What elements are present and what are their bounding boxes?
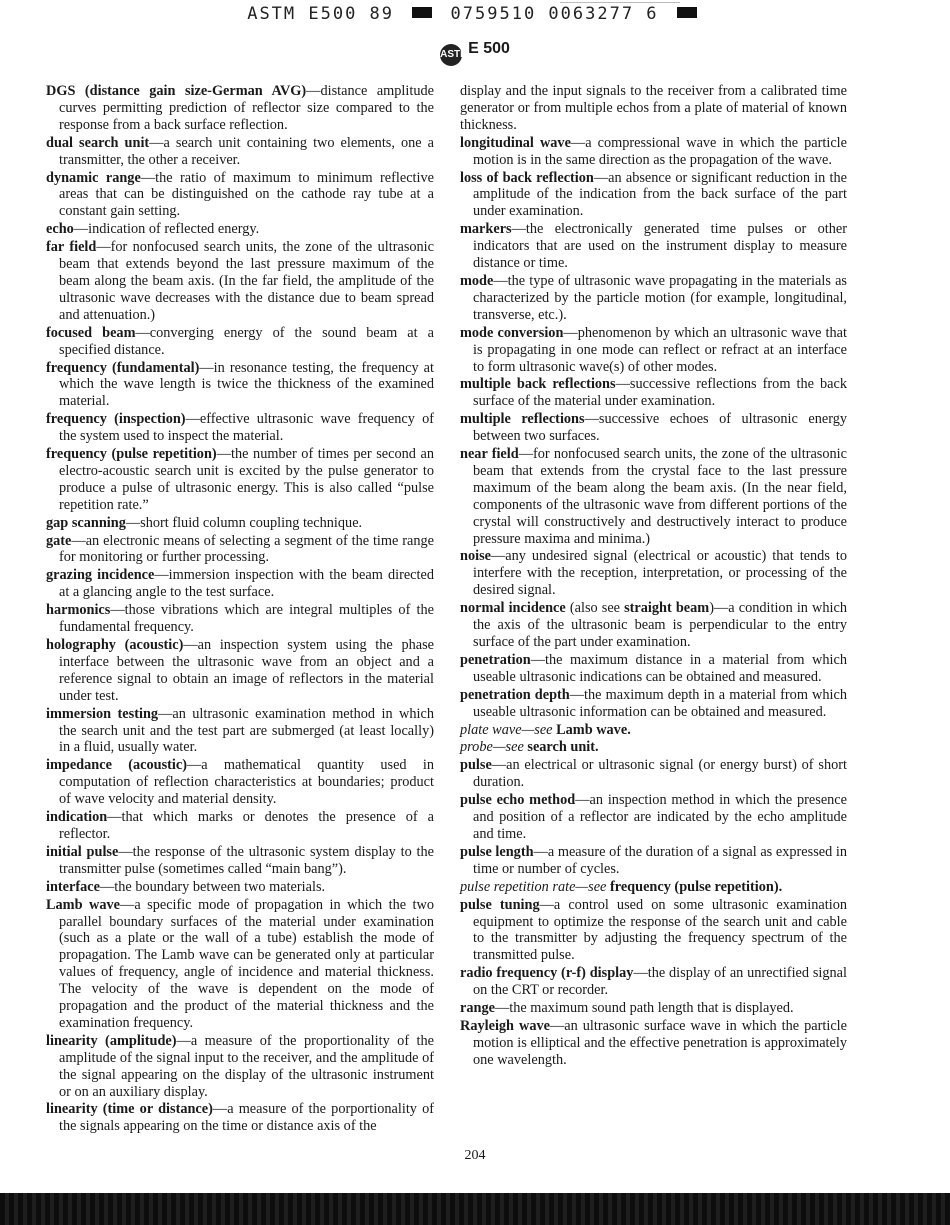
glossary-definition: —a measure of the porportionality of the signals appearing on the time or distance axis of the [59, 1101, 435, 1135]
glossary-term: mode [460, 272, 494, 289]
glossary-entry [460, 600, 847, 651]
glossary-entry [460, 221, 847, 272]
glossary-definition: —converging energy of the sound beam at a specified distance. [59, 324, 435, 358]
see-term: pulse repetition rate [460, 878, 576, 895]
glossary-term: grazing incidence [46, 567, 155, 584]
glossary-definition: —for nonfocused search units, the zone of the ultrasonic beam that extends from the crystal face to the last pressure maximum of the beam along the beam axis. (In the near field, components of the ultrasonic wave from different portions of the crystal will constructively and destructively interact to produce pressure maxima and minima.) [473, 446, 847, 547]
glossary-entry [46, 844, 434, 878]
glossary-definition: —an inspection method in which the presence and position of a reflector are indicated by the echo amplitude and time. [473, 792, 848, 842]
glossary-term: interface [46, 878, 100, 895]
glossary-term: immersion testing [46, 705, 159, 722]
glossary-term: DGS (distance gain size-German AVG) [46, 83, 307, 99]
glossary-definition: —in resonance testing, the frequency at which the wave length is twice the thickness of the examined material. [59, 359, 434, 410]
glossary-entry [460, 548, 847, 599]
glossary-entry [46, 1101, 434, 1135]
glossary-term: linearity (time or distance) [46, 1101, 213, 1118]
glossary-definition: —the display of an unrectified signal on the CRT or recorder. [473, 965, 847, 999]
glossary-definition: —successive reflections from the back surface of the material under examination. [473, 376, 847, 410]
glossary-definition: —distance amplitude curves permitting prediction of reflector size compared to the response from a back surface reflection. [59, 83, 434, 133]
glossary-definition: —an electronic means of selecting a segment of the time range for monitoring or further processing. [59, 532, 434, 566]
glossary-definition: —effective ultrasonic wave frequency of the system used to inspect the material. [59, 411, 435, 445]
glossary-entry [460, 879, 847, 896]
glossary-entry [46, 239, 434, 324]
glossary-definition-pre: (also see [565, 600, 625, 617]
glossary-entry [460, 757, 847, 791]
glossary-definition: —indication of reflected energy. [73, 221, 260, 238]
glossary-term: gap scanning [46, 514, 126, 531]
scan-line [560, 2, 680, 3]
continued-definition: display and the input signals to the receiver from a calibrated time generator or from multiple echos from a plate of material of known thickness. [460, 83, 847, 133]
glossary-term: focused beam [46, 324, 136, 341]
glossary-definition: —a measure of the duration of a signal as expressed in time or number of cycles. [473, 843, 848, 877]
glossary-term: markers [460, 221, 512, 238]
glossary-entry [46, 533, 434, 567]
glossary-definition: —a search unit containing two elements, one a transmitter, the other a receiver. [59, 134, 435, 168]
cross-reference: Lamb wave [556, 721, 628, 738]
black-mark [677, 7, 697, 18]
glossary-term: pulse tuning [460, 896, 540, 913]
glossary-term: far field [46, 239, 97, 256]
glossary-term: echo [46, 221, 74, 238]
glossary-entry [46, 602, 434, 636]
glossary-definition: —the maximum distance in a material from which useable ultrasonic indications can be obtained and measured. [473, 651, 847, 685]
code-part-1: ASTM E500 89 [247, 4, 395, 24]
see-end: . [595, 739, 599, 756]
glossary-entry [460, 897, 847, 965]
glossary-entry [46, 1033, 434, 1101]
glossary-term: initial pulse [46, 843, 119, 860]
glossary-definition: —a compressional wave in which the particle motion is in the same direction as the propagation of the wave. [473, 134, 847, 168]
glossary-definition: —an inspection system using the phase interface between the ultrasonic wave from an object and a reference signal to obtain an image of reflectors in the material under test. [59, 637, 434, 704]
glossary-term: indication [46, 809, 108, 826]
glossary-entry [460, 446, 847, 547]
glossary-term: longitudinal wave [460, 134, 571, 151]
glossary-definition: —for nonfocused search units, the zone of the ultrasonic beam that extends beyond the last pressure maximum of the beam along the beam axis. (In the far field, the amplitude of the ultrasonic wave decreases with the distance due to beam spread and attenuation.) [59, 239, 434, 323]
glossary-term: normal incidence [460, 600, 566, 617]
scan-edge [0, 1193, 950, 1225]
glossary-entry [46, 637, 434, 705]
glossary-term: multiple back reflections [460, 376, 616, 393]
right-column [460, 83, 847, 1070]
glossary-definition: —immersion inspection with the beam directed at a glancing angle to the test surface. [59, 567, 434, 601]
glossary-entry [46, 135, 434, 169]
glossary-term: noise [460, 548, 491, 565]
glossary-definition: —short fluid column coupling technique. [125, 514, 363, 531]
glossary-definition: —the electronically generated time pulses or other indicators that are used on the instrument display to measure distance or time. [473, 221, 847, 272]
see-end: . [627, 721, 631, 738]
glossary-entry [460, 273, 847, 324]
glossary-entry [46, 170, 434, 221]
glossary-term: radio frequency (r-f) display [460, 965, 634, 982]
glossary-entry [460, 722, 847, 739]
glossary-definition: —that which marks or denotes the presence of a reflector. [59, 809, 434, 842]
glossary-definition: —any undesired signal (electrical or acoustic) that tends to interfere with the reception, interpretation, or processing of the desired signal. [473, 548, 847, 599]
glossary-definition: —a measure of the proportionality of the amplitude of the signal input to the receiver, and the amplitude of the signal appearing on the display of the ultrasonic instrument or on an auxiliary display. [59, 1032, 434, 1100]
glossary-term: gate [46, 532, 72, 549]
glossary-definition: —those vibrations which are integral multiples of the fundamental frequency. [59, 602, 434, 636]
glossary-term: frequency (inspection) [46, 411, 186, 428]
glossary-term: impedance (acoustic) [46, 757, 187, 774]
glossary-term: dynamic range [46, 169, 141, 186]
glossary-definition: —the maximum depth in a material from which useable ultrasonic information can be obtained and measured. [473, 686, 847, 720]
glossary-definition: —a specific mode of propagation in which the two parallel boundary surfaces of the material under examination (such as a plate or the wall of a tube) establish the mode of propagation. The Lamb wave can be generated only at particular values of frequency, angle of incidence and material thickness. The velocity of the wave is dependent on the mode of propagation and the product of the material thickness and the examination frequency. [59, 896, 434, 1031]
glossary-entry [46, 446, 434, 514]
glossary-entry [460, 844, 847, 878]
glossary-entry [46, 515, 434, 532]
glossary-entry [46, 567, 434, 601]
glossary-entry [460, 792, 847, 843]
glossary-term: frequency (pulse repetition) [46, 446, 217, 463]
glossary-definition: —the number of times per second an electro-acoustic search unit is excited by the pulse generator to produce a pulse of ultrasonic energy. This is also called “pulse repetition rate.” [59, 446, 435, 513]
astm-logo-icon: ASTM [440, 44, 462, 66]
glossary-term: near field [460, 446, 519, 463]
glossary-definition: —the response of the ultrasonic system display to the transmitter pulse (sometimes called “main bang”). [59, 843, 434, 877]
black-mark [412, 7, 432, 18]
see-word: —see [521, 721, 557, 738]
glossary-entry [460, 135, 847, 169]
glossary-entry [46, 809, 434, 843]
glossary-term: frequency (fundamental) [46, 359, 200, 376]
glossary-entry [460, 1018, 847, 1069]
designation: E 500 [468, 40, 510, 57]
glossary-definition: —a control used on some ultrasonic examination equipment to optimize the response of the search unit and cable to the transmitter by adjusting the frequency spectrum of the transmitted pulse. [473, 896, 848, 964]
cross-reference: search unit [527, 739, 596, 756]
glossary-term: penetration [460, 651, 531, 668]
see-word: —see [492, 739, 528, 756]
glossary-entry [46, 757, 434, 808]
glossary-definition: —the ratio of maximum to minimum reflective areas that can be distinguished on the cathode ray tube at a constant gain setting. [59, 169, 434, 220]
glossary-term: Lamb wave [46, 896, 121, 913]
glossary-entry [46, 221, 434, 238]
glossary-term: mode conversion [460, 324, 564, 341]
glossary-entry [460, 652, 847, 686]
glossary-definition: —a mathematical quantity used in computation of reflection characteristics at boundaries; product of wave velocity and material density. [59, 757, 434, 808]
glossary-entry [46, 325, 434, 359]
glossary-definition: )—a condition in which the axis of the ultrasonic beam is perpendicular to the entry surface of the part under examination. [473, 600, 847, 650]
glossary-entry [460, 170, 847, 221]
document-code [0, 4, 950, 24]
glossary-term: Rayleigh wave [460, 1017, 550, 1034]
glossary-entry [46, 360, 434, 411]
glossary-entry [460, 325, 847, 376]
glossary-definition: —successive echoes of ultrasonic energy between two surfaces. [473, 411, 847, 445]
glossary-definition: —an ultrasonic examination method in which the search unit and the test part are submerged (at least locally) in a fluid, usually water. [59, 705, 434, 756]
glossary-entry [460, 1000, 847, 1017]
glossary-entry [460, 965, 847, 999]
glossary-term: range [460, 1000, 495, 1017]
glossary-entry [460, 411, 847, 445]
glossary-definition: —the boundary between two materials. [99, 878, 326, 895]
glossary-term: holography (acoustic) [46, 637, 184, 653]
glossary-term: dual search unit [46, 134, 150, 151]
glossary-definition: —an absence or significant reduction in the amplitude of the indication from the back surface of the part under examination. [473, 169, 847, 220]
see-end: . [778, 878, 783, 895]
glossary-entry [46, 879, 434, 896]
glossary-entry [46, 706, 434, 757]
glossary-term: pulse echo method [460, 792, 576, 809]
glossary-entry [46, 897, 434, 1032]
see-term: plate wave [460, 721, 522, 738]
glossary-entry [460, 376, 847, 410]
see-word: —see [575, 878, 610, 895]
glossary-term: pulse length [460, 843, 534, 860]
glossary-entry [46, 83, 434, 134]
glossary-term: penetration depth [460, 686, 570, 703]
glossary-definition: —phenomenon by which an ultrasonic wave that is propagating in one mode can reflect or refract at an interface to form ultrasonic wave(s) of other modes. [473, 324, 847, 375]
left-column [46, 83, 434, 1136]
glossary-entry [460, 687, 847, 721]
glossary-term: pulse [460, 757, 492, 774]
glossary-term: loss of back reflection [460, 169, 594, 186]
glossary-term: harmonics [46, 602, 111, 619]
cross-reference: frequency (pulse repetition) [609, 878, 779, 895]
glossary-entry [46, 411, 434, 445]
page-header [0, 40, 950, 66]
glossary-definition: —an electrical or ultrasonic signal (or energy burst) of short duration. [473, 757, 847, 791]
see-term: probe [460, 739, 493, 756]
glossary-term: linearity (amplitude) [46, 1032, 177, 1049]
code-part-2: 0759510 0063277 6 [450, 4, 659, 24]
glossary-definition: —the maximum sound path length that is displayed. [494, 1000, 794, 1017]
page-number: 204 [464, 1148, 486, 1163]
glossary-definition: —the type of ultrasonic wave propagating in the materials as characterized by the particle motion (for example, longitudinal, transverse, etc.). [473, 272, 847, 323]
glossary-term: multiple reflections [460, 411, 585, 428]
glossary-definition: —an ultrasonic surface wave in which the particle motion is elliptical and the effective penetration is approximately one wavelength. [473, 1017, 847, 1068]
glossary-entry [460, 739, 847, 756]
cross-reference: straight beam [624, 600, 710, 617]
